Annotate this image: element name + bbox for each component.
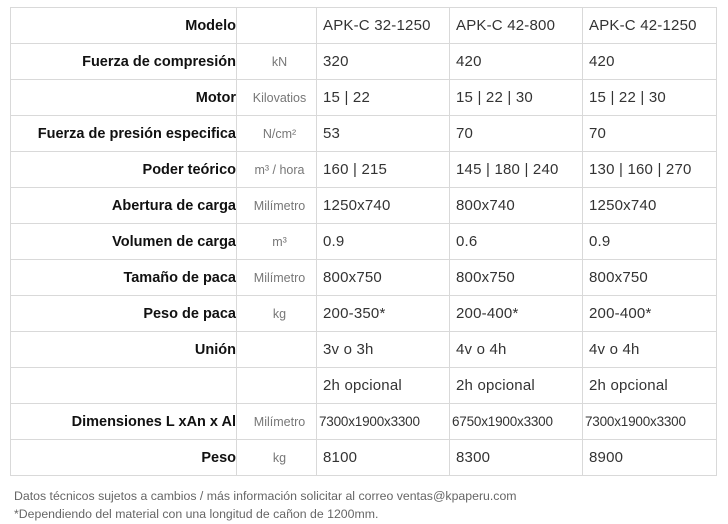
model-header: APK-C 42-800 [450, 8, 583, 44]
value-cell: 800x750 [317, 260, 450, 296]
value-cell: 7300x1900x3300 [317, 404, 450, 440]
value-cell: 420 [450, 44, 583, 80]
value-cell: 2h opcional [450, 368, 583, 404]
unit-cell: kN [237, 44, 317, 80]
value-cell: 15 | 22 | 30 [450, 80, 583, 116]
footnotes [10, 487, 716, 523]
row-fuerza-compresion [11, 44, 717, 80]
unit-cell: kg [237, 296, 317, 332]
unit-cell: m³ [237, 224, 317, 260]
value-cell: 3v o 3h [317, 332, 450, 368]
value-cell: 15 | 22 | 30 [583, 80, 717, 116]
value-cell: 2h opcional [583, 368, 717, 404]
header-row [11, 8, 717, 44]
row-label: Motor [11, 80, 237, 116]
unit-cell: Milímetro [237, 188, 317, 224]
value-cell: 0.6 [450, 224, 583, 260]
row-peso [11, 440, 717, 476]
value-cell: 6750x1900x3300 [450, 404, 583, 440]
row-label: Poder teórico [11, 152, 237, 188]
value-cell: 70 [450, 116, 583, 152]
row-label: Unión [11, 332, 237, 368]
unit-cell [237, 8, 317, 44]
row-abertura-carga [11, 188, 717, 224]
row-dimensiones [11, 404, 717, 440]
spec-table [10, 7, 717, 476]
value-cell: 320 [317, 44, 450, 80]
model-header: APK-C 32-1250 [317, 8, 450, 44]
unit-cell: N/cm² [237, 116, 317, 152]
unit-cell: kg [237, 440, 317, 476]
value-cell: 4v o 4h [450, 332, 583, 368]
row-label: Fuerza de presión especifica [11, 116, 237, 152]
row-label: Peso de paca [11, 296, 237, 332]
value-cell: 200-400* [583, 296, 717, 332]
value-cell: 200-400* [450, 296, 583, 332]
material-note: *Dependiendo del material con una longitud de cañon de 1200mm. [14, 507, 379, 521]
value-cell: 800x750 [450, 260, 583, 296]
unit-cell: Kilovatios [237, 80, 317, 116]
value-cell: 15 | 22 [317, 80, 450, 116]
value-cell: 70 [583, 116, 717, 152]
value-cell: 0.9 [583, 224, 717, 260]
value-cell: 800x750 [583, 260, 717, 296]
value-cell: 1250x740 [583, 188, 717, 224]
value-cell: 7300x1900x3300 [583, 404, 717, 440]
row-poder-teorico [11, 152, 717, 188]
value-cell: 8300 [450, 440, 583, 476]
row-label: Modelo [11, 8, 237, 44]
row-volumen-carga [11, 224, 717, 260]
value-cell: 53 [317, 116, 450, 152]
row-peso-paca [11, 296, 717, 332]
value-cell: 420 [583, 44, 717, 80]
value-cell: 160 | 215 [317, 152, 450, 188]
row-motor [11, 80, 717, 116]
row-fuerza-presion [11, 116, 717, 152]
row-tamano-paca [11, 260, 717, 296]
row-union-opcional [11, 368, 717, 404]
row-label [11, 368, 237, 404]
disclaimer-note: Datos técnicos sujetos a cambios / más información solicitar al correo ventas@kpaperu.com [14, 489, 517, 503]
value-cell: 4v o 4h [583, 332, 717, 368]
row-label: Tamaño de paca [11, 260, 237, 296]
value-cell: 2h opcional [317, 368, 450, 404]
unit-cell: m³ / hora [237, 152, 317, 188]
value-cell: 145 | 180 | 240 [450, 152, 583, 188]
unit-cell [237, 368, 317, 404]
model-header: APK-C 42-1250 [583, 8, 717, 44]
unit-cell: Milímetro [237, 404, 317, 440]
value-cell: 130 | 160 | 270 [583, 152, 717, 188]
row-union [11, 332, 717, 368]
value-cell: 200-350* [317, 296, 450, 332]
value-cell: 0.9 [317, 224, 450, 260]
unit-cell: Milímetro [237, 260, 317, 296]
value-cell: 800x740 [450, 188, 583, 224]
unit-cell [237, 332, 317, 368]
row-label: Peso [11, 440, 237, 476]
value-cell: 8900 [583, 440, 717, 476]
value-cell: 8100 [317, 440, 450, 476]
row-label: Fuerza de compresión [11, 44, 237, 80]
value-cell: 1250x740 [317, 188, 450, 224]
row-label: Dimensiones L xAn x Al [11, 404, 237, 440]
row-label: Abertura de carga [11, 188, 237, 224]
row-label: Volumen de carga [11, 224, 237, 260]
spec-sheet [10, 7, 716, 523]
